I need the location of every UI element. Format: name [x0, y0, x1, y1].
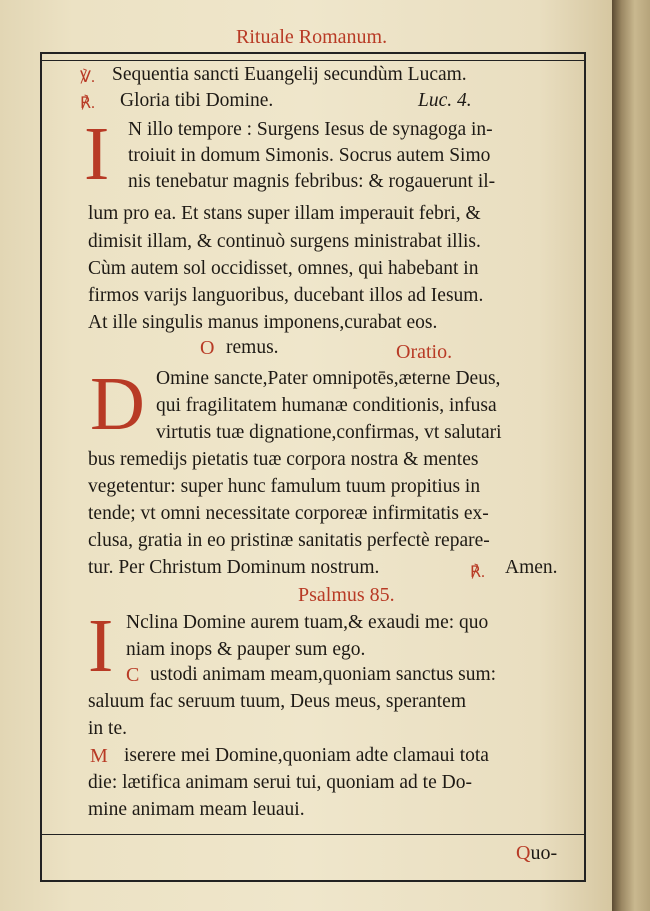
gospel-line: firmos varijs languoribus, ducebant illos ad Iesum.	[88, 285, 484, 306]
response-symbol: ℟.	[470, 564, 485, 581]
psalm-title: Psalmus 85.	[298, 584, 395, 606]
bottom-rule-outer	[40, 880, 584, 882]
gospel-dropcap: I	[84, 112, 110, 196]
psalm-line: saluum fac seruum tuum, Deus meus, sperantem	[88, 691, 466, 712]
psalm-line: ustodi animam meam,quoniam sanctus sum:	[150, 664, 497, 685]
catchword-text: uo-	[530, 842, 558, 864]
oratio-line: virtutis tuæ dignatione,confirmas, vt salutari	[156, 422, 502, 443]
psalm-line: niam inops & pauper sum ego.	[126, 639, 366, 660]
response-text: Gloria tibi Domine.	[120, 90, 274, 111]
bottom-rule	[40, 834, 584, 835]
psalm-line: in te.	[88, 718, 127, 739]
page-edge	[612, 0, 650, 911]
oratio-line: qui fragilitatem humanæ conditionis, infusa	[156, 395, 497, 416]
oratio-title: Oratio.	[396, 341, 453, 363]
gospel-reference: Luc. 4.	[418, 90, 472, 111]
oratio-line: Omine sancte,Pater omnipotēs,æterne Deus,	[156, 368, 501, 389]
gospel-line: dimisit illam, & continuò surgens ministrabat illis.	[88, 231, 481, 252]
amen-text: Amen.	[505, 557, 558, 578]
gospel-line: Cùm autem sol occidisset, omnes, qui habebant in	[88, 258, 479, 279]
oremus-text: remus.	[226, 337, 279, 358]
versicle-symbol: ℣.	[80, 69, 95, 86]
response-symbol: ℟.	[80, 95, 95, 112]
oratio-line: clusa, gratia in eo pristinæ sanitatis perfectè repare-	[88, 530, 490, 551]
running-header: Rituale Romanum.	[236, 26, 388, 48]
catchword	[516, 842, 557, 865]
oremus-initial: O	[200, 337, 215, 359]
psalm-line: mine animam meam leuaui.	[88, 799, 305, 820]
versicle-text: Sequentia sancti Euangelij secundùm Lucam.	[112, 64, 467, 85]
gospel-line: troiuit in domum Simonis. Socrus autem Simo	[128, 145, 491, 166]
psalm-line: iserere mei Domine,quoniam adte clamaui tota	[124, 745, 489, 766]
top-rule	[40, 52, 584, 54]
psalm-verse-initial: M	[90, 745, 108, 767]
gospel-line: At ille singulis manus imponens,curabat eos.	[88, 312, 438, 333]
gospel-line: lum pro ea. Et stans super illam imperauit febri, &	[88, 203, 481, 224]
psalm-line: Nclina Domine aurem tuam,& exaudi me: quo	[126, 612, 489, 633]
gospel-line: N illo tempore : Surgens Iesus de synagoga in-	[128, 119, 493, 140]
top-rule-thin	[40, 60, 584, 61]
oratio-dropcap: D	[90, 362, 145, 446]
gospel-line: nis tenebatur magnis febribus: & rogauerunt il-	[128, 171, 496, 192]
oratio-line: tende; vt omni necessitate corporeæ infirmitatis ex-	[88, 503, 489, 524]
oratio-line: bus remedijs pietatis tuæ corpora nostra & mentes	[88, 449, 479, 470]
oratio-line: tur. Per Christum Dominum nostrum.	[88, 557, 380, 578]
psalm-verse-initial: C	[126, 664, 140, 686]
oratio-line: vegetentur: super hunc famulum tuum propitius in	[88, 476, 481, 497]
psalm-line: die: lætifica animam serui tui, quoniam ad te Do-	[88, 772, 472, 793]
psalm-dropcap: I	[88, 604, 114, 688]
catchword-initial: Q	[516, 842, 531, 864]
